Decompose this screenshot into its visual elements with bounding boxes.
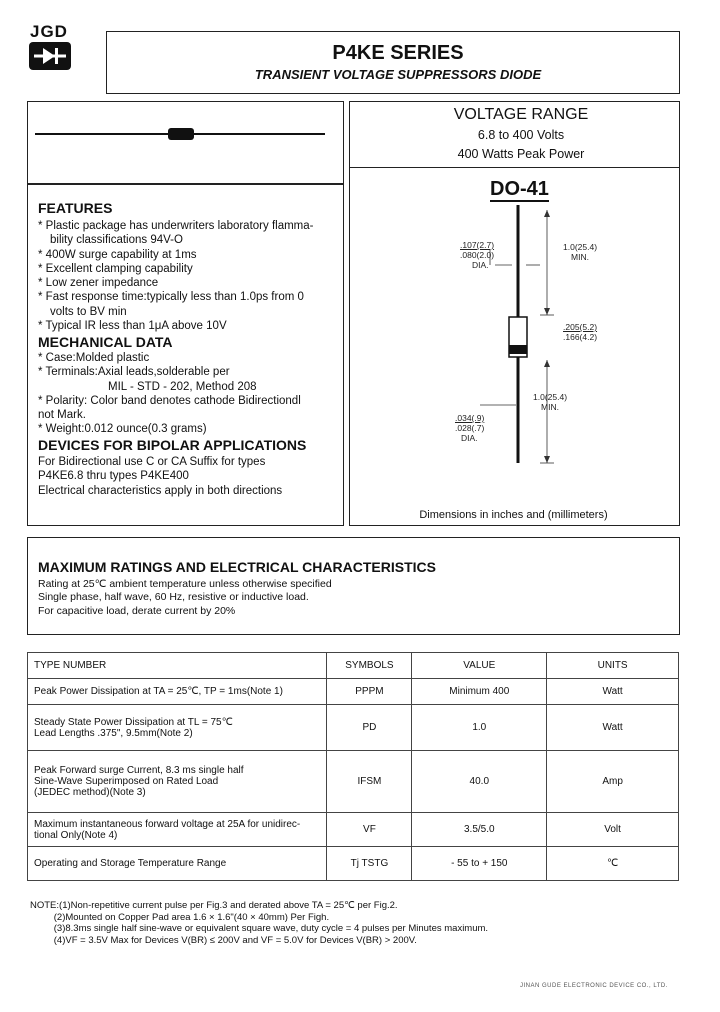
features-heading: FEATURES (38, 200, 113, 216)
param-line: Steady State Power Dissipation at TL = 75℃ (34, 716, 233, 728)
voltage-range-line1: 6.8 to 400 Volts (477, 128, 565, 142)
param-line: Lead Lengths .375", 9.5mm(Note 2) (34, 727, 193, 739)
footer-company: JINAN GUDE ELECTRONIC DEVICE CO., LTD. (520, 983, 668, 989)
list-item: * Typical IR less than 1μA above 10V (38, 320, 227, 333)
col-header-units: UNITS (547, 653, 679, 679)
wire-dia-label (455, 413, 484, 443)
list-item: * Fast response time:typically less than 1.0ps from 0 (38, 291, 304, 304)
rating-condition: For capacitive load, derate current by 20% (38, 605, 236, 617)
bipolar-heading: DEVICES FOR BIPOLAR APPLICATIONS (38, 437, 307, 453)
unit-cell: Watt (547, 679, 679, 705)
package-name: DO-41 (490, 178, 549, 200)
note-line: (2)Mounted on Copper Pad area 1.6 × 1.6"(40 × 40mm) Per Figh. (30, 911, 330, 923)
unit-cell: Watt (547, 705, 679, 751)
rating-condition: Single phase, half wave, 60 Hz, resistive or inductive load. (38, 591, 309, 603)
dim-value: .107(2.7) (460, 240, 495, 250)
note-line: NOTE:(1)Non-repetitive current pulse per Fig.3 and derated above TA = 25℃ per Fig.2. (30, 900, 398, 911)
voltage-range-heading: VOLTAGE RANGE (453, 106, 589, 123)
dim-value: MIN. (541, 402, 559, 412)
list-item: volts to BV min (50, 305, 127, 318)
bipolar-list (38, 455, 338, 498)
unit-cell: ℃ (547, 847, 679, 881)
list-item: * Excellent clamping capability (38, 262, 193, 275)
param-cell (28, 705, 327, 751)
body-length-label (563, 322, 597, 342)
list-item: * Plastic package has underwriters laboratory flamma- (38, 220, 314, 232)
table-row (28, 847, 679, 881)
list-item: * Weight:0.012 ounce(0.3 grams) (38, 423, 207, 436)
unit-cell: Amp (547, 751, 679, 813)
list-item: * 400W surge capability at 1ms (38, 248, 197, 261)
list-item: For Bidirectional use C or CA Suffix for types (38, 456, 266, 468)
param-line: Sine-Wave Superimposed on Rated Load (34, 776, 219, 787)
param-line: Maximum instantaneous forward voltage at 25A for unidirec- (34, 818, 301, 830)
param-cell: Peak Power Dissipation at TA = 25℃, TP = 1ms(Note 1) (28, 679, 327, 705)
voltage-range-line2: 400 Watts Peak Power (457, 147, 585, 161)
divider (349, 167, 680, 168)
page-title: P4KE SERIES (332, 42, 464, 64)
list-item: MIL - STD - 202, Method 208 (108, 380, 257, 393)
table-row (28, 813, 679, 847)
value-cell: 1.0 (412, 705, 547, 751)
note-line: (4)VF = 3.5V Max for Devices V(BR) ≤ 200V and VF = 5.0V for Devices V(BR) > 200V. (30, 934, 417, 946)
table-row (28, 679, 679, 705)
list-item: P4KE6.8 thru types P4KE400 (38, 470, 189, 483)
param-cell (28, 751, 327, 813)
col-header-value: VALUE (412, 653, 547, 679)
table-row (28, 751, 679, 813)
value-cell: 3.5/5.0 (412, 813, 547, 847)
param-line: (JEDEC method)(Note 3) (34, 787, 146, 798)
param-cell (28, 813, 327, 847)
symbol-cell: PD (327, 705, 412, 751)
col-header-symbols: SYMBOLS (327, 653, 412, 679)
list-item: bility classifications 94V-O (50, 234, 183, 247)
list-item: * Case:Molded plastic (38, 352, 150, 364)
value-cell: Minimum 400 (412, 679, 547, 705)
lead-dia-label (460, 240, 494, 270)
dimensions-caption: Dimensions in inches and (millimeters) (419, 509, 608, 521)
axial-diode-icon (35, 124, 325, 144)
dim-value: .080(2.0) (460, 250, 495, 260)
dim-value: .034(.9) (455, 413, 485, 423)
mechanical-heading: MECHANICAL DATA (38, 334, 173, 350)
dim-value: .166(4.2) (563, 332, 598, 342)
dim-value: .028(.7) (455, 423, 485, 433)
page-subtitle: TRANSIENT VOLTAGE SUPPRESSORS DIODE (254, 67, 542, 82)
max-ratings-heading: MAXIMUM RATINGS AND ELECTRICAL CHARACTERISTICS (38, 559, 436, 575)
mechanical-list (38, 351, 338, 437)
symbol-cell: VF (327, 813, 412, 847)
diode-logo-icon (28, 41, 72, 71)
symbol-cell: Tj TSTG (327, 847, 412, 881)
value-cell: 40.0 (412, 751, 547, 813)
list-item: * Terminals:Axial leads,solderable per (38, 366, 230, 379)
dim-value: 1.0(25.4) (563, 242, 598, 252)
rating-condition: Rating at 25℃ ambient temperature unless otherwise specified (38, 578, 332, 590)
notes (30, 900, 488, 946)
dim-value: DIA. (472, 260, 489, 270)
dim-value: .205(5.2) (563, 322, 598, 332)
param-line: Peak Forward surge Current, 8.3 ms single half (34, 765, 244, 776)
table-header-row (28, 653, 679, 679)
spec-table (27, 652, 679, 881)
lead-length-bottom-label (533, 392, 567, 412)
value-cell: - 55 to + 150 (412, 847, 547, 881)
features-list (38, 219, 338, 333)
dim-value: MIN. (571, 252, 589, 262)
param-line: tional Only(Note 4) (34, 829, 118, 841)
list-item: Electrical characteristics apply in both directions (38, 484, 283, 497)
col-header-type: TYPE NUMBER (28, 653, 327, 679)
lead-length-top-label (563, 242, 597, 262)
table-row (28, 705, 679, 751)
logo-text: JGD (30, 22, 68, 41)
symbol-cell: IFSM (327, 751, 412, 813)
list-item: not Mark. (38, 409, 86, 422)
dim-value: DIA. (461, 433, 478, 443)
unit-cell: Volt (547, 813, 679, 847)
dim-value: 1.0(25.4) (533, 392, 568, 402)
list-item: * Polarity: Color band denotes cathode Bidirectiondl (38, 394, 301, 407)
symbol-cell: PPPM (327, 679, 412, 705)
note-line: (3)8.3ms single half sine-wave or equivalent square wave, duty cycle = 4 pulses per Minutes maximum. (30, 923, 489, 934)
param-cell: Operating and Storage Temperature Range (28, 847, 327, 881)
list-item: * Low zener impedance (38, 277, 159, 290)
